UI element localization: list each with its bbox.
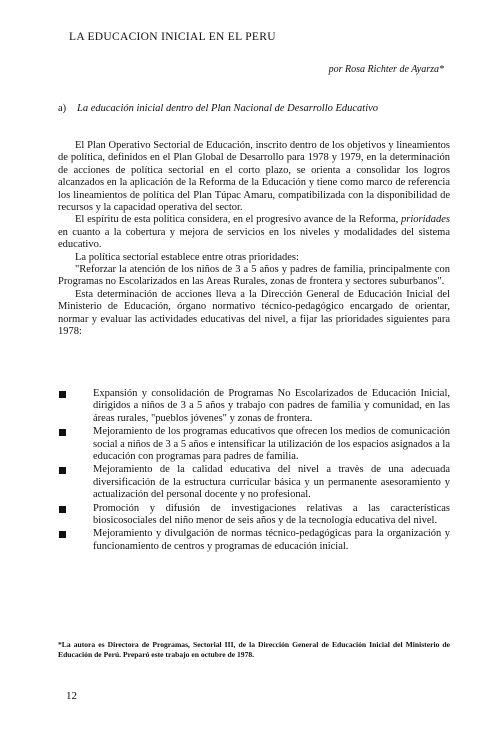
list-item-text: Mejoramiento de la calidad educativa del nivel a travès de una adecuada diversificación de la estructura curricular básica y un permanente asesoramiento y actualización del personal docente y no profesional.: [93, 464, 450, 501]
page-number: 12: [66, 690, 77, 702]
list-item: [58, 503, 450, 528]
paragraph-2-start: El espíritu de esta política considera, en el progresivo avance de la Reforma,: [75, 214, 401, 226]
paragraph-2-end: en cuanto a la cobertura y mejora de servicios en los niveles y modalidades del sistema educativo.: [58, 226, 450, 251]
paragraph-5: Esta determinación de acciones lleva a la Dirección General de Educación Inicial del Ministerio de Educación, órgano normativo técnico-pedagógico encargado de orientar, normar y evaluar las actividades educativas del nivel, a fijar las prioridades siguientes para 1978:: [58, 288, 450, 338]
square-bullet-icon: [59, 391, 66, 398]
author-line: por Rosa Richter de Ayarza*: [328, 64, 444, 75]
list-item-text: Promoción y difusión de investigaciones relativas a las características biosicosociales del niño menor de seis años y de la tecnología educativa del nivel.: [93, 502, 450, 527]
list-item-text: Mejoramiento de los programas educativos que ofrecen los medios de comunicación social a niños de 3 a 5 años e intensificar la utilización de los espacios asignados a la educación con programas para padres de familia.: [93, 426, 450, 463]
list-item: [58, 464, 450, 501]
paragraph-2: [58, 214, 450, 251]
quote-paragraph: "Reforzar la atención de los niños de 3 a 5 años y padres de familia, principalmente con Programas no Escolarizados en las Areas Rurales, zonas de frontera y sectores suburbanos".: [58, 264, 450, 288]
square-bullet-icon: [59, 467, 66, 474]
paragraph-3: La política sectorial establece entre otras prioridades:: [75, 251, 299, 263]
body-text: [58, 140, 450, 339]
square-bullet-icon: [59, 531, 66, 538]
running-header: LA EDUCACION INICIAL EN EL PERU: [69, 31, 276, 43]
paragraph-1: El Plan Operativo Sectorial de Educación, inscrito dentro de los objetivos y lineamientos de política, definidos en el Plan Global de Desarrollo para 1978 y 1979, en la determinación de acciones de política sectorial en el corto plazo, se orienta a consolidar los logros alcanzados en la aplicación de la Reforma de la Educación y tiene como marco de referencia los lineamientos de política del Plan Túpac Amaru, compatibilizada con la disponibilidad de recursos y la capacidad operativa del sector.: [58, 140, 450, 214]
list-item-text: Expansión y consolidación de Programas No Escolarizados de Educación Inicial, dirigidos a niños de 3 a 5 años y trabajo con padres de familia y comunidad, en las áreas rurales, "pueblos jóvenes" y zonas de frontera.: [93, 388, 450, 424]
list-item: [58, 388, 450, 425]
square-bullet-icon: [59, 506, 66, 513]
paragraph-2-emphasis: prioridades: [400, 214, 450, 226]
section-heading: [58, 102, 448, 115]
list-item-text: Mejoramiento y divulgación de normas técnico-pedagógicas para la organización y funcionamiento de centros y programas de educación inicial.: [93, 528, 450, 552]
section-title: La educación inicial dentro del Plan Nacional de Desarrollo Educativo: [77, 103, 379, 114]
section-marker: a): [58, 103, 67, 114]
list-item: [58, 528, 450, 553]
footnote: *La autora es Directora de Programas, Sectorial III, de la Dirección General de Educación Inicial del Ministerio de Educación de Perú. Preparó este trabajo en octubre de 1978.: [58, 640, 450, 659]
list-item: [58, 426, 450, 463]
priority-list: [58, 388, 450, 554]
square-bullet-icon: [59, 429, 66, 436]
